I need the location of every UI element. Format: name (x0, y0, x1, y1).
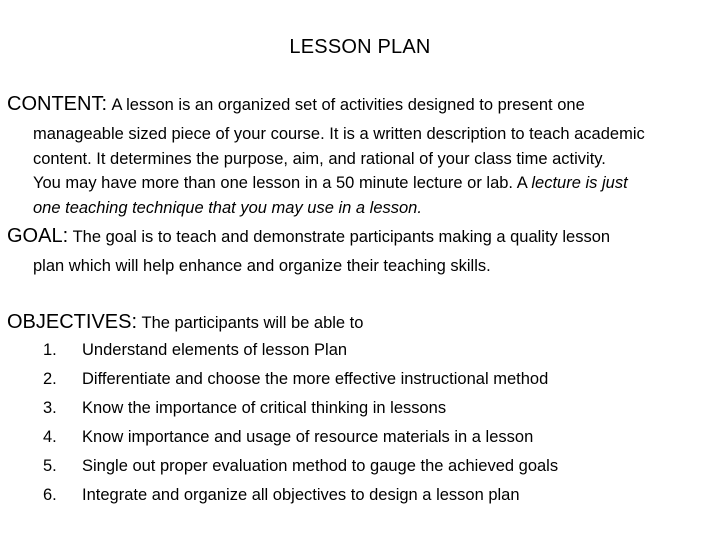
goal-body (7, 254, 707, 279)
goal-section (7, 220, 707, 279)
list-item (7, 394, 707, 423)
list-item-number: 1. (43, 341, 57, 359)
goal-heading: GOAL: (7, 225, 69, 247)
list-item (7, 365, 707, 394)
list-item-number: 2. (43, 370, 57, 388)
objectives-lead: The participants will be able to (141, 314, 364, 332)
list-item-text: Differentiate and choose the more effective instructional method (82, 370, 549, 388)
list-item-number: 3. (43, 399, 57, 417)
content-first-line (7, 88, 707, 122)
list-item-number: 4. (43, 428, 57, 446)
content-line-1: manageable sized piece of your course. It is a written description to teach academic (33, 125, 645, 143)
list-item-text: Know importance and usage of resource materials in a lesson (82, 428, 534, 446)
goal-lead: The goal is to teach and demonstrate participants making a quality lesson (72, 228, 611, 246)
objectives-list (7, 336, 707, 510)
list-item-number: 5. (43, 457, 57, 475)
objectives-first-line (7, 306, 707, 340)
list-item (7, 452, 707, 481)
list-item-number: 6. (43, 486, 57, 504)
goal-line: plan which will help enhance and organize their teaching skills. (33, 257, 491, 275)
list-item (7, 423, 707, 452)
list-item-text: Integrate and organize all objectives to design a lesson plan (82, 486, 520, 504)
content-line-3-text: You may have more than one lesson in a 50 minute lecture or lab. A (33, 174, 532, 192)
content-line-2: content. It determines the purpose, aim, and rational of your class time activity. (33, 149, 606, 168)
content-heading: CONTENT: (7, 93, 107, 115)
list-item-text: Understand elements of lesson Plan (82, 341, 348, 359)
page-title: LESSON PLAN (289, 36, 431, 58)
list-item (7, 481, 707, 510)
content-section (7, 88, 707, 220)
list-item-text: Single out proper evaluation method to gauge the achieved goals (82, 457, 559, 475)
content-italic-2: one teaching technique that you may use in a lesson. (33, 198, 422, 217)
objectives-heading: OBJECTIVES: (7, 311, 138, 333)
list-item (7, 336, 707, 365)
content-lead: A lesson is an organized set of activities designed to present one (111, 96, 585, 114)
content-line-3 (33, 171, 707, 196)
content-italic-1: lecture is just (531, 174, 628, 192)
list-item-text: Know the importance of critical thinking in lessons (82, 399, 447, 417)
goal-first-line (7, 220, 707, 254)
content-line-4 (33, 196, 707, 221)
objectives-section (7, 306, 707, 340)
content-body (7, 122, 707, 220)
